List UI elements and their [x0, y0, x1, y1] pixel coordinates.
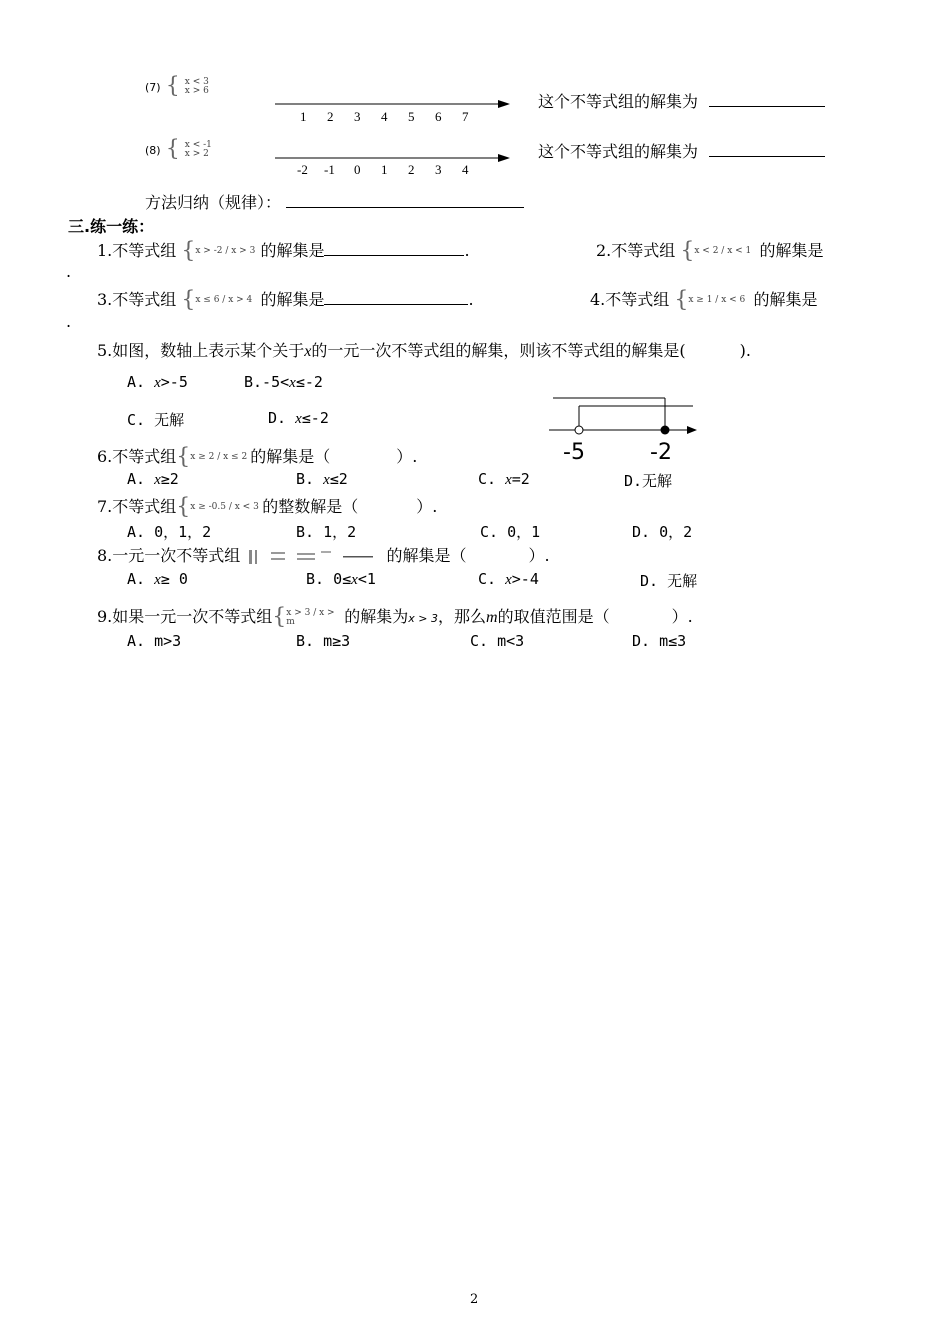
item7-sys-bottom: x > 6 — [184, 85, 209, 96]
q3-answer-blank[interactable] — [324, 304, 468, 305]
question-8: 8.一元一次不等式组 的解集是（ ）. — [97, 543, 550, 568]
tick-label: 3 — [354, 109, 361, 124]
q9-option-b[interactable]: B. m≥3 — [296, 632, 351, 650]
item8-label: (8) — [145, 144, 161, 157]
q8-option-d[interactable]: D. 无解 — [640, 572, 698, 590]
q5-option-d[interactable]: D. x≤-2 — [268, 409, 329, 427]
tick-label: -2 — [297, 162, 308, 177]
method-summary: 方法归纳（规律）： — [145, 190, 524, 213]
method-answer-blank[interactable] — [286, 207, 524, 208]
tick-label: 1 — [300, 109, 307, 124]
q1-answer-blank[interactable] — [324, 255, 464, 256]
q7-option-a[interactable]: A. 0，1，2 — [127, 523, 212, 541]
q7-option-b[interactable]: B. 1，2 — [296, 523, 357, 541]
page-number: 2 — [470, 1292, 479, 1307]
tick-label: 5 — [408, 109, 415, 124]
item8-system — [145, 136, 212, 162]
item8-answer-blank[interactable] — [709, 156, 825, 157]
q5-axis-label-left: -5 — [563, 440, 585, 465]
item8-sys-bottom: x > 2 — [184, 148, 209, 159]
question-2-end: . — [66, 262, 72, 281]
q9-option-c[interactable]: C. m<3 — [470, 632, 525, 650]
q6-option-c[interactable]: C. x=2 — [478, 470, 530, 488]
question-4-end: . — [66, 312, 72, 331]
brace-icon: { — [165, 73, 180, 99]
brace-icon: { — [181, 287, 196, 313]
q9-option-d[interactable]: D. m≤3 — [632, 632, 687, 650]
item7-prompt: 这个不等式组的解集为 — [538, 89, 825, 112]
q8-system-image — [245, 546, 381, 568]
tick-label: 4 — [381, 109, 388, 124]
q5-option-c[interactable]: C. 无解 — [127, 411, 185, 429]
item7-sys-top: x < 3 — [184, 76, 209, 87]
item8-sys-top: x < -1 — [184, 139, 212, 150]
q5-closed-point — [661, 426, 670, 435]
brace-icon: { — [176, 444, 191, 470]
brace-icon: { — [680, 238, 695, 264]
q5-axis-label-right: -2 — [650, 440, 672, 465]
brace-icon: { — [181, 238, 196, 264]
tick-label: 2 — [327, 109, 334, 124]
item8-prompt: 这个不等式组的解集为 — [538, 139, 825, 162]
q5-open-point — [575, 426, 583, 434]
q6-option-d[interactable]: D.无解 — [624, 472, 673, 490]
q8-option-b[interactable]: B. 0≤x<1 — [306, 570, 376, 588]
item7-number-line — [270, 94, 515, 128]
q6-option-a[interactable]: A. x≥2 — [127, 470, 179, 488]
question-7: 7.不等式组{x ≥ -0.5 / x < 3 的整数解是（ ）. — [97, 494, 438, 520]
q3-system: x ≤ 6 / x > 4 — [195, 295, 253, 305]
q8-option-c[interactable]: C. x>-4 — [478, 570, 539, 588]
brace-icon: { — [176, 494, 191, 520]
tick-label: 6 — [435, 109, 442, 124]
q9-system: x > 3 / x > m — [286, 607, 335, 627]
tick-label: 0 — [354, 162, 361, 177]
tick-label: 3 — [435, 162, 442, 177]
q7-system: x ≥ -0.5 / x < 3 — [190, 502, 259, 512]
q9-option-a[interactable]: A. m>3 — [127, 632, 182, 650]
q8-option-a[interactable]: A. x≥ 0 — [127, 570, 188, 588]
q6-option-b[interactable]: B. x≤2 — [296, 470, 348, 488]
brace-icon: { — [674, 287, 689, 313]
q5-option-a[interactable]: A. x>-5 — [127, 373, 188, 391]
question-9: 9.如果一元一次不等式组{x > 3 / x > m 的解集为x > 3，那么m的取值范围是（ ）. — [97, 604, 693, 630]
tick-label: 7 — [462, 109, 469, 124]
tick-label: 4 — [462, 162, 469, 177]
question-1: 1.不等式组 {x > -2 / x > 3 的解集是 . — [97, 238, 470, 264]
q4-system: x ≥ 1 / x < 6 — [688, 295, 746, 305]
q7-option-d[interactable]: D. 0，2 — [632, 523, 693, 541]
q5-option-b[interactable]: B.-5<x≤-2 — [244, 373, 323, 391]
q7-option-c[interactable]: C. 0，1 — [480, 523, 541, 541]
q1-system: x > -2 / x > 3 — [195, 246, 256, 256]
question-4: 4.不等式组 {x ≥ 1 / x < 6 的解集是 — [590, 287, 818, 313]
question-5: 5.如图，数轴上表示某个关于x的一元一次不等式组的解集，则该不等式组的解集是( ). — [97, 341, 751, 360]
item7-label: (7) — [145, 81, 161, 94]
item7-system — [145, 73, 209, 99]
tick-label: 1 — [381, 162, 388, 177]
q6-system: x ≥ 2 / x ≤ 2 — [190, 452, 248, 462]
tick-label: -1 — [324, 162, 335, 177]
question-2: 2.不等式组 {x < 2 / x < 1 的解集是 — [596, 238, 824, 264]
question-6: 6.不等式组{x ≥ 2 / x ≤ 2 的解集是（ ）. — [97, 444, 418, 470]
brace-icon: { — [165, 136, 180, 162]
q9-condition: x > 3 — [408, 612, 439, 625]
brace-icon: { — [272, 604, 287, 630]
q2-system: x < 2 / x < 1 — [694, 246, 752, 256]
question-3: 3.不等式组 {x ≤ 6 / x > 4 的解集是 . — [97, 287, 474, 313]
tick-label: 2 — [408, 162, 415, 177]
item7-answer-blank[interactable] — [709, 106, 825, 107]
section3-heading: 三.练一练： — [68, 217, 155, 236]
